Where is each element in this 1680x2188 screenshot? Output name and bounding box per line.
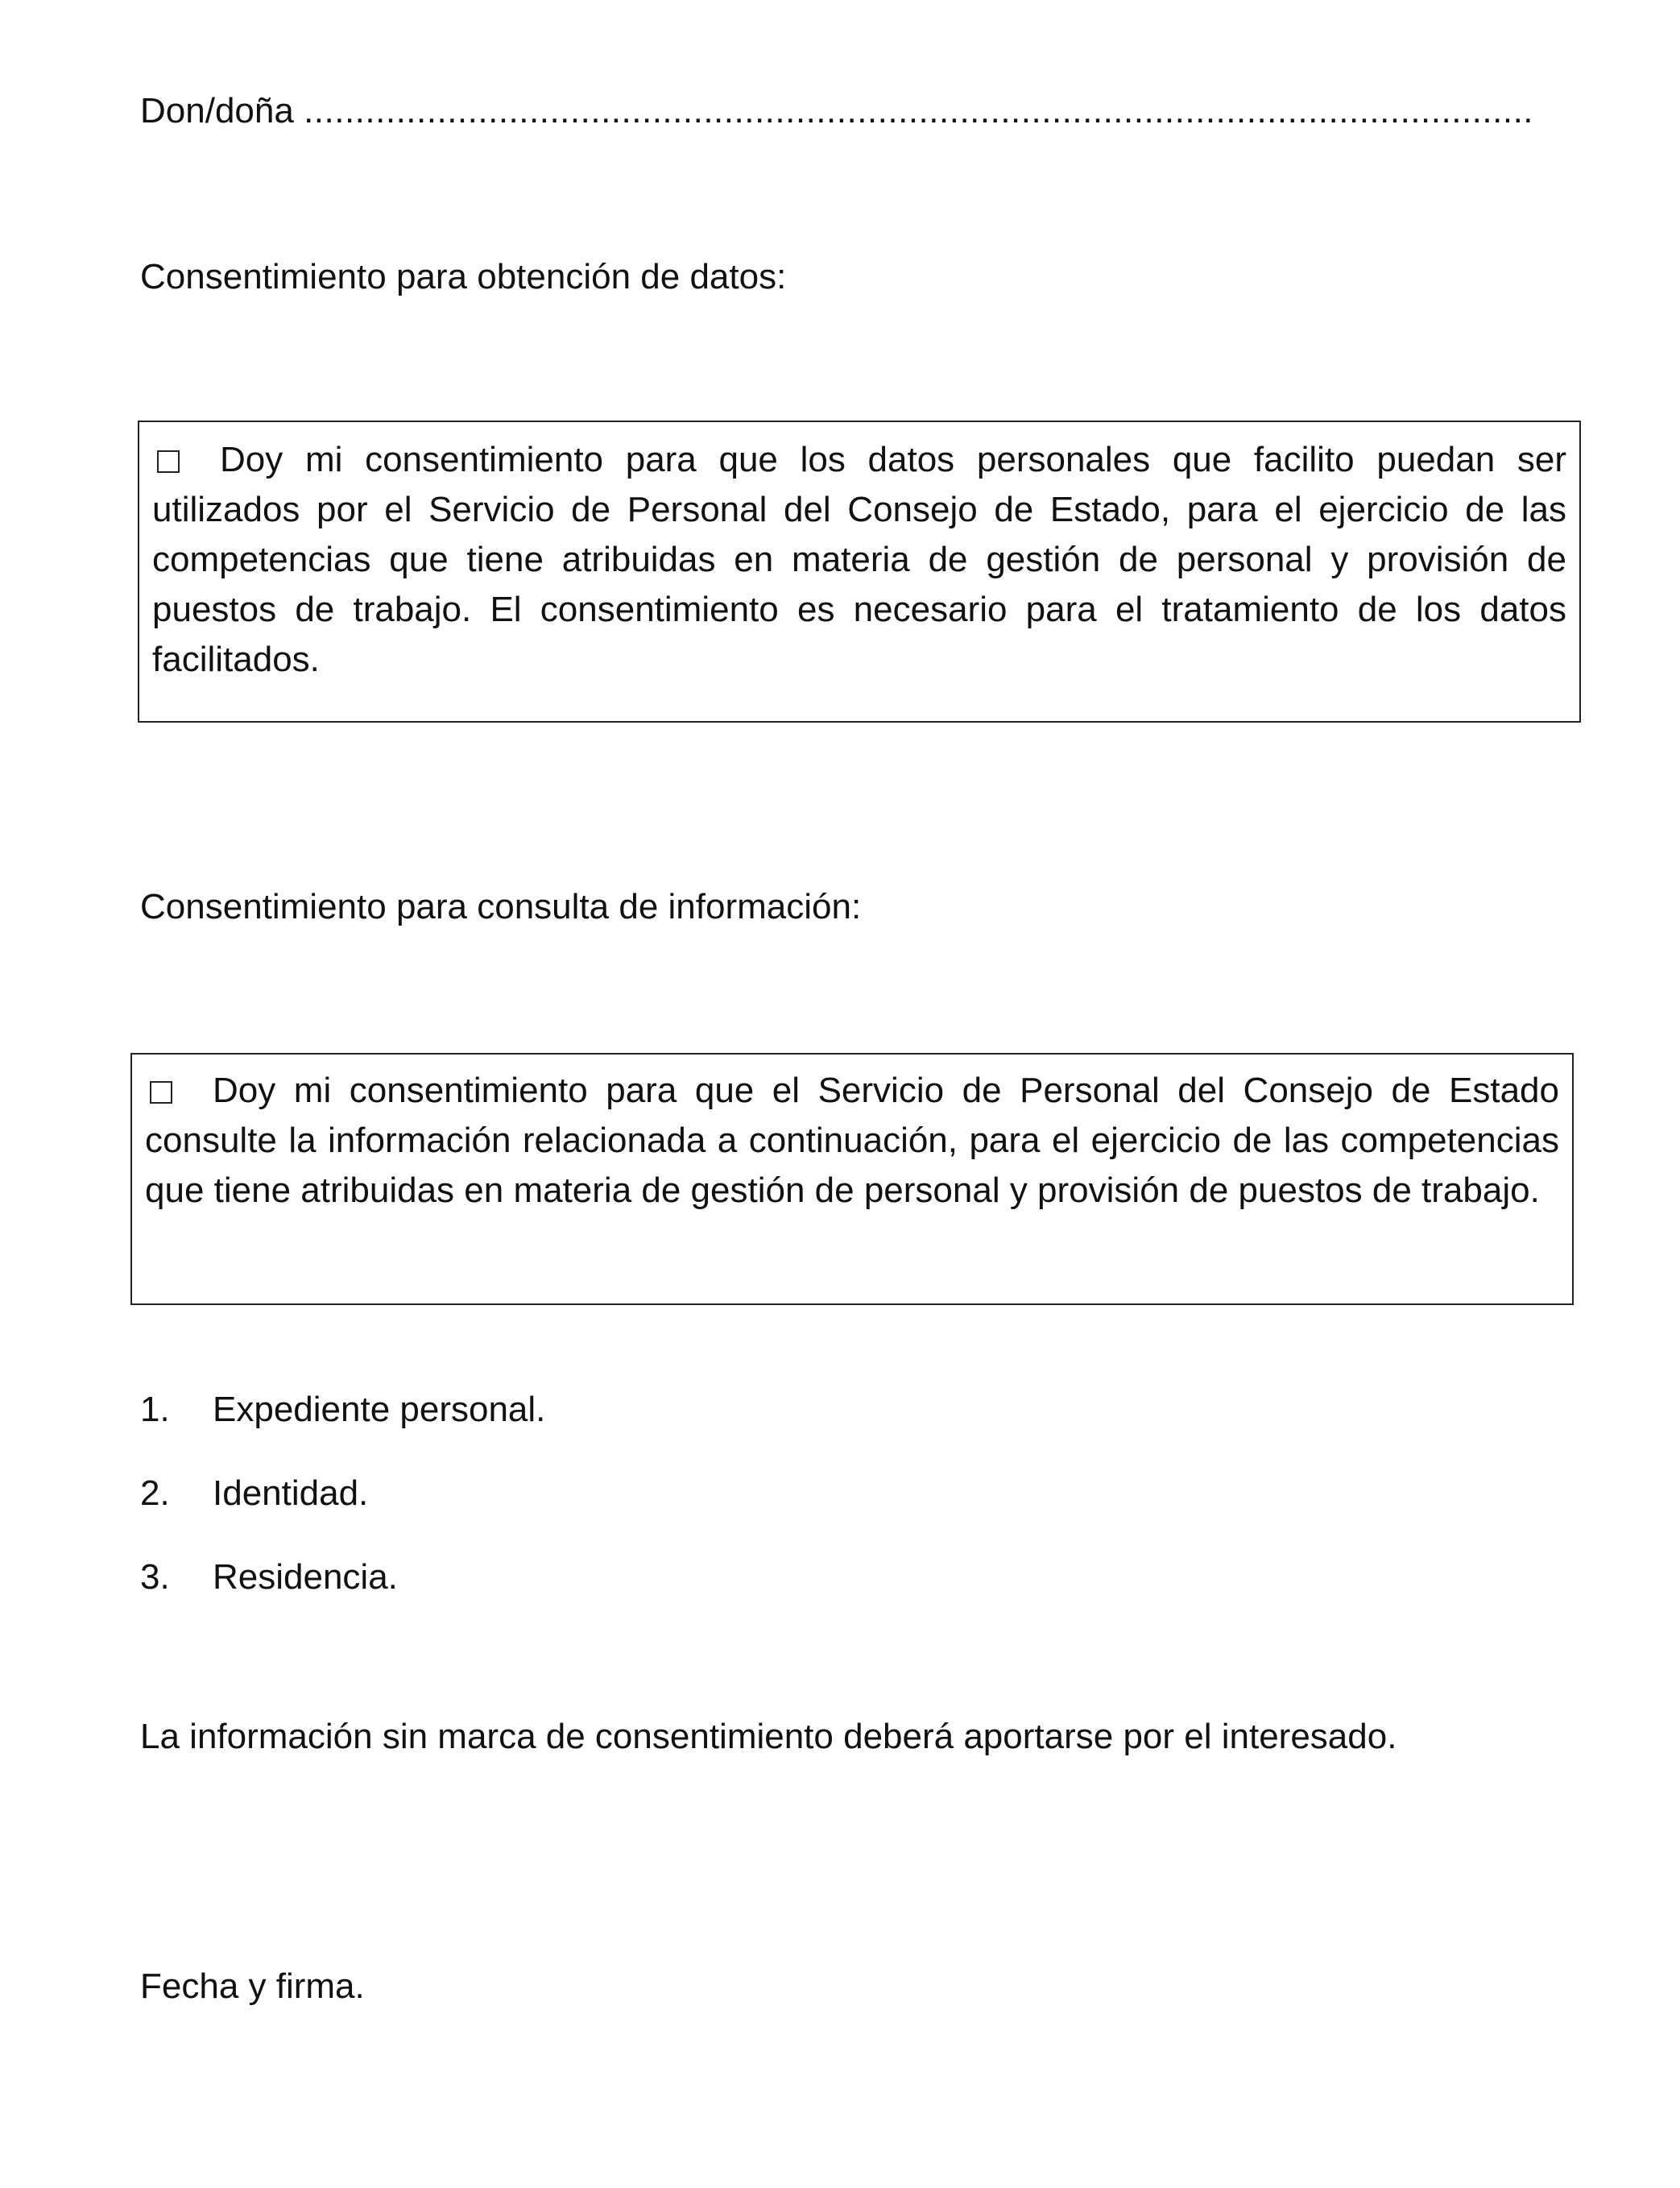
information-list: [140, 1389, 545, 1640]
consent-paragraph-data-collection: [152, 435, 1566, 685]
section-heading-data-collection: Consentimiento para obtención de datos:: [140, 257, 787, 296]
list-item-label: Identidad.: [213, 1473, 369, 1513]
consent-box-data-collection: [138, 421, 1581, 723]
list-item-number: 2.: [140, 1473, 170, 1513]
consent-checkbox-information-query[interactable]: [150, 1081, 172, 1104]
list-item: [140, 1389, 545, 1473]
list-item-label: Residencia.: [213, 1557, 398, 1597]
date-signature-label: Fecha y firma.: [140, 1966, 365, 2006]
name-label: Don/doña: [140, 91, 294, 131]
missing-consent-note: La información sin marca de consentimiento deberá aportarse por el interesado.: [140, 1717, 1397, 1756]
consent-box-information-query: [130, 1053, 1574, 1305]
name-fill-dots[interactable]: ........................................................................................................................: [304, 91, 1534, 131]
list-item: [140, 1473, 545, 1556]
list-item: [140, 1556, 545, 1640]
name-field-line: [140, 90, 1533, 132]
consent-text-information-query: Doy mi consentimiento para que el Servicio de Personal del Consejo de Estado consulte la información relacionada a continuación, para el ejercicio de las competencias que tiene atribuidas en materia de gestión de personal y provisión de puestos de trabajo.: [145, 1071, 1559, 1210]
list-item-number: 1.: [140, 1390, 170, 1429]
list-item-label: Expediente personal.: [213, 1390, 546, 1429]
section-heading-information-query: Consentimiento para consulta de información:: [140, 887, 862, 926]
consent-checkbox-data-collection[interactable]: [157, 450, 180, 473]
consent-text-data-collection: Doy mi consentimiento para que los datos personales que facilito puedan ser utilizados por el Servicio de Personal del Consejo de Estado, para el ejercicio de las competencias que tiene atribuidas en materia de gestión de personal y provisión de puestos de trabajo. El consentimiento es necesario para el tratamiento de los datos facilitados.: [152, 440, 1566, 679]
list-item-number: 3.: [140, 1557, 170, 1597]
consent-paragraph-information-query: [145, 1066, 1559, 1216]
